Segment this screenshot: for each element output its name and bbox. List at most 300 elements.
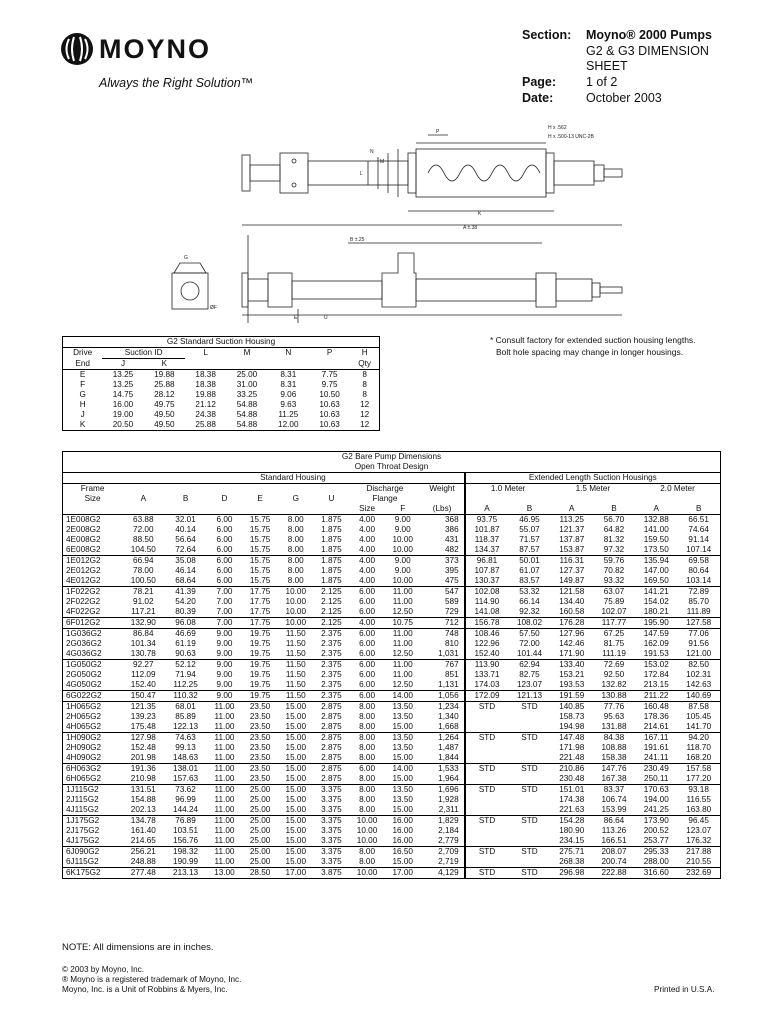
table-cell: 35.08	[164, 556, 206, 567]
table-cell: 8.00	[287, 566, 304, 575]
table-cell: 162.09	[643, 639, 669, 648]
table-cell: 211.22	[635, 691, 677, 702]
table-cell: 23.50	[249, 774, 271, 783]
table-cell: 2,719	[438, 857, 459, 866]
table-row	[63, 847, 721, 858]
table-cell: 177.20	[686, 774, 712, 783]
table-cell: 15.00	[392, 753, 413, 762]
table-cell: 83.57	[519, 576, 540, 585]
table-cell: 6.00	[359, 680, 376, 689]
table-cell: 169.50	[643, 576, 669, 585]
table-cell: 1,964	[438, 774, 459, 783]
table-cell: 141.00	[643, 525, 669, 534]
table-cell: 167.38	[601, 774, 627, 783]
table-cell: 46.14	[175, 566, 196, 575]
table-cell: 25.00	[242, 847, 278, 858]
table-cell: 96.99	[175, 795, 196, 804]
table-cell: 18.38	[195, 380, 216, 389]
table-cell: 8.00	[278, 556, 314, 567]
table-cell: 475	[444, 576, 459, 585]
table-cell: 108.02	[508, 618, 550, 629]
copyright: © 2003 by Moyno, Inc.	[62, 965, 145, 974]
table-cell: 19.75	[249, 639, 271, 648]
table-cell: H	[79, 400, 86, 409]
table-cell: 168.20	[686, 753, 712, 762]
table-cell: 77.76	[593, 702, 635, 713]
table-cell: 248.88	[130, 857, 156, 866]
table-cell: 6J115G2	[66, 857, 99, 866]
table-row	[63, 691, 721, 702]
table-cell	[508, 743, 550, 753]
table-cell: 138.01	[164, 764, 206, 775]
table-cell: 15.00	[285, 743, 307, 752]
table-cell: 6.00	[216, 535, 233, 544]
table-cell: 94.20	[677, 733, 720, 744]
suction-table-title: G2 Standard Suction Housing	[63, 337, 380, 348]
table-cell: 96.45	[677, 816, 720, 827]
table-cell: STD	[465, 702, 509, 713]
label-p: P	[436, 129, 440, 135]
table-cell: 46.69	[164, 629, 206, 640]
table-cell: 4E008G2	[66, 535, 101, 544]
table-cell: 8.00	[287, 525, 304, 534]
table-cell: 8.00	[349, 702, 385, 713]
table-cell: 87.57	[519, 545, 540, 554]
table-cell: 127.58	[677, 618, 720, 629]
table-cell: 176.28	[551, 618, 593, 629]
table-cell: 10.75	[385, 618, 421, 629]
table-cell: 78.00	[133, 566, 154, 575]
table-cell: 11.50	[285, 639, 306, 648]
table-cell: 8.00	[349, 733, 385, 744]
table-cell: 92.27	[122, 660, 164, 671]
table-cell: 10.00	[349, 816, 385, 827]
table-cell: 11.00	[214, 753, 235, 762]
table-cell: 2,311	[438, 805, 459, 814]
table-cell: 2.125	[314, 618, 350, 629]
table-cell: 49.50	[154, 410, 175, 419]
table-cell: 72.89	[677, 587, 720, 598]
table-cell: 52.12	[164, 660, 206, 671]
table-cell: 217.88	[677, 847, 720, 858]
table-cell: 61.07	[519, 566, 540, 575]
table-cell: 170.63	[635, 785, 677, 796]
table-cell: 116.31	[551, 556, 593, 567]
table-cell: 4.00	[359, 576, 376, 585]
table-cell: 1,668	[438, 722, 459, 731]
table-row	[63, 618, 721, 629]
table-cell: 31.00	[236, 380, 258, 389]
table-cell: 15.75	[249, 545, 271, 554]
table-cell: 3.375	[314, 847, 350, 858]
table-cell: 11.00	[392, 639, 413, 648]
table-cell: 13.50	[385, 785, 421, 796]
table-cell: 8.00	[359, 753, 376, 762]
table-cell: 17.75	[242, 587, 278, 598]
table-cell: 210.98	[130, 774, 156, 783]
table-cell: 8.00	[359, 712, 376, 721]
table-cell: 190.99	[173, 857, 199, 866]
table-cell: 1.875	[321, 566, 342, 575]
table-cell: 23.50	[242, 764, 278, 775]
table-cell: 116.55	[686, 795, 711, 804]
table-cell: 83.37	[593, 785, 635, 796]
table-cell: 6J090G2	[63, 847, 123, 858]
table-cell: 96.81	[465, 556, 509, 567]
table-cell: 103.14	[686, 576, 712, 585]
table-cell: 21.12	[195, 400, 216, 409]
table-cell: 71.57	[519, 535, 540, 544]
table-row	[63, 702, 721, 713]
table-cell: 8.00	[359, 722, 376, 731]
table-cell: 4.00	[359, 525, 376, 534]
table-cell: 117.77	[593, 618, 635, 629]
table-cell: 8.00	[359, 774, 376, 783]
table-row	[63, 868, 721, 879]
table-row	[63, 535, 721, 545]
table-cell: 2.375	[321, 649, 342, 658]
table-cell: 6F012G2	[63, 618, 123, 629]
table-cell: 70.82	[603, 566, 625, 575]
table-cell: 93.32	[603, 576, 625, 585]
table-cell: 11.50	[285, 649, 306, 658]
table-cell: 230.49	[635, 764, 677, 775]
table-cell: 11.00	[214, 857, 235, 866]
table-cell: 154.02	[643, 597, 669, 606]
table-cell: 139.23	[130, 712, 156, 721]
table-cell: 17.75	[249, 597, 271, 606]
table-cell: 1G050G2	[63, 660, 123, 671]
table-cell: 1,234	[421, 702, 465, 713]
table-cell: STD	[508, 816, 550, 827]
table-cell: 122.13	[173, 722, 199, 731]
table-cell: 208.07	[593, 847, 635, 858]
table-cell: 11.00	[214, 774, 235, 783]
table-cell: 4H065G2	[66, 722, 102, 731]
table-cell: 11.00	[214, 836, 235, 845]
table-cell: 32.01	[175, 515, 196, 524]
table-cell: 8	[362, 380, 367, 389]
table-cell: 201.98	[130, 753, 156, 762]
section-value: Moyno® 2000 Pumps	[586, 28, 712, 42]
table-cell: 19.75	[242, 691, 278, 702]
table-cell: 135.94	[635, 556, 677, 567]
table-cell: 10.00	[392, 576, 413, 585]
table-row	[63, 597, 721, 607]
table-cell: 296.98	[551, 868, 593, 879]
table-cell: 241.11	[644, 753, 669, 762]
table-cell: 121.35	[122, 702, 164, 713]
table-cell: 198.32	[164, 847, 206, 858]
table-cell: 91.56	[688, 639, 709, 648]
table-cell: 9.63	[280, 400, 297, 409]
table-cell: 160.48	[635, 702, 677, 713]
table-cell: 11.00	[214, 826, 235, 835]
table-row	[63, 753, 721, 764]
table-row	[63, 587, 721, 598]
table-cell: 114.90	[465, 597, 509, 607]
table-cell: 152.48	[130, 743, 156, 752]
table-cell: 134.40	[559, 597, 585, 606]
table-cell: 49.75	[154, 400, 175, 409]
consult-note: * Consult factory for extended suction housing lengths. Bolt hole spacing may change in longer housings.	[490, 335, 696, 357]
footer	[62, 965, 241, 995]
table-cell: 15.75	[249, 535, 271, 544]
table-cell: 174.03	[465, 680, 509, 691]
table-cell: 16.00	[392, 836, 413, 845]
table-cell: 13.50	[392, 743, 413, 752]
table-cell: 25.00	[249, 836, 271, 845]
table-cell: 55.07	[519, 525, 540, 534]
table-cell: 173.50	[643, 545, 669, 554]
table-cell: STD	[508, 733, 550, 744]
table-cell: 15.75	[249, 515, 271, 524]
table-cell: 13.50	[385, 733, 421, 744]
table-cell: 150.47	[122, 691, 164, 702]
table-cell: 64.82	[603, 525, 625, 534]
table-row	[63, 680, 721, 691]
table-cell: 2.375	[321, 680, 342, 689]
table-cell: 4E012G2	[66, 576, 101, 585]
table-cell: 56.70	[603, 515, 625, 524]
table-cell: 80.39	[175, 607, 196, 616]
table-cell: 130.78	[130, 649, 156, 658]
table-cell: 6.00	[207, 556, 243, 567]
table-row	[63, 857, 721, 868]
table-cell	[465, 712, 509, 722]
brand-tagline: Always the Right Solution™	[99, 76, 254, 90]
table-cell: 3.375	[314, 816, 350, 827]
table-cell: 9.00	[216, 639, 233, 648]
table-cell: 4,129	[421, 868, 465, 879]
table-cell: 13.00	[207, 868, 243, 879]
table-cell: 130.37	[465, 576, 509, 587]
table-cell: 15.75	[242, 556, 278, 567]
table-row	[63, 774, 721, 785]
table-cell: 4.00	[359, 535, 376, 544]
table-cell: 20.50	[112, 420, 134, 429]
table-cell: 66.94	[122, 556, 164, 567]
table-cell: 4J175G2	[66, 836, 100, 845]
table-cell: 8.00	[287, 545, 304, 554]
table-cell: 101.44	[516, 649, 542, 658]
table-cell: 221.48	[559, 753, 585, 762]
table-cell: 141.08	[465, 607, 509, 618]
table-cell: 2.125	[321, 607, 342, 616]
table-cell: 8.31	[280, 370, 297, 379]
table-cell: 11.00	[207, 702, 243, 713]
table-cell: 6.00	[216, 566, 233, 575]
table-cell: 76.89	[164, 816, 206, 827]
table-cell: 482	[444, 545, 459, 554]
table-cell: 316.60	[635, 868, 677, 879]
table-cell: 152.40	[465, 649, 509, 660]
table-cell: 1,056	[421, 691, 465, 702]
table-cell: 175.48	[130, 722, 156, 731]
table-cell: 144.24	[173, 805, 199, 814]
table-cell: 123.07	[686, 826, 712, 835]
table-cell: STD	[465, 868, 509, 879]
table-cell: 712	[421, 618, 465, 629]
label-u: U	[324, 315, 328, 321]
table-cell: 68.64	[175, 576, 196, 585]
table-cell: 111.19	[602, 649, 626, 658]
table-cell: 11.50	[278, 691, 314, 702]
table-cell: 17.00	[385, 868, 421, 879]
table-cell: 15.00	[392, 805, 413, 814]
table-cell	[508, 805, 550, 816]
table-cell: 2,709	[421, 847, 465, 858]
table-cell: 15.75	[249, 525, 271, 534]
table-cell: 92.50	[603, 670, 625, 679]
table-cell	[465, 774, 509, 785]
table-cell: 2.875	[321, 722, 342, 731]
table-cell: 63.88	[133, 515, 154, 524]
table-cell: 15.00	[278, 785, 314, 796]
table-cell: 15.00	[278, 764, 314, 775]
table-cell: 4G036G2	[66, 649, 102, 658]
table-cell: 81.32	[603, 535, 625, 544]
table-row	[63, 805, 721, 816]
table-cell: 121.13	[508, 691, 550, 702]
table-cell: 163.80	[686, 805, 712, 814]
table-row	[63, 380, 380, 390]
table-cell	[465, 743, 509, 753]
table-cell: 100.50	[130, 576, 156, 585]
table-cell: 9.00	[394, 525, 411, 534]
table-cell: 1.875	[314, 556, 350, 567]
table-cell: E	[79, 370, 86, 379]
table-cell: 202.13	[130, 805, 156, 814]
table-cell: 19.88	[154, 370, 175, 379]
table-cell: 16.00	[385, 816, 421, 827]
table-cell: 113.26	[601, 826, 627, 835]
table-cell: 106.74	[601, 795, 627, 804]
table-cell: 133.40	[551, 660, 593, 671]
table-cell: 6H063G2	[63, 764, 123, 775]
table-cell: 178.36	[643, 712, 669, 721]
table-cell: 11.00	[207, 764, 243, 775]
table-cell: 1.875	[321, 525, 342, 534]
bare-table-subtitle: Open Throat Design	[354, 462, 429, 471]
table-cell: 71.94	[175, 670, 196, 679]
table-cell: 2.375	[321, 639, 342, 648]
table-cell: 2.875	[321, 753, 342, 762]
table-cell	[465, 795, 509, 805]
table-cell: 91.14	[688, 535, 709, 544]
table-cell: 19.00	[112, 410, 134, 419]
table-cell: 19.75	[249, 670, 271, 679]
label-h1: H x .562	[548, 125, 567, 131]
table-cell: 92.32	[519, 607, 540, 616]
table-cell: 8.00	[349, 847, 385, 858]
table-cell: 7.75	[321, 370, 338, 379]
table-cell: STD	[465, 733, 509, 744]
bare-table-title: G2 Bare Pump Dimensions	[341, 452, 442, 461]
table-cell	[508, 712, 550, 722]
table-cell: 122.96	[465, 639, 509, 649]
table-cell	[508, 774, 550, 785]
table-cell: 3.375	[321, 857, 342, 866]
table-cell: 14.75	[112, 390, 134, 399]
table-cell	[465, 722, 509, 733]
table-cell: 88.50	[133, 535, 154, 544]
table-cell: 11.00	[214, 795, 235, 804]
table-cell: 153.99	[601, 805, 627, 814]
table-cell: 3.375	[321, 836, 342, 845]
table-cell: 172.09	[465, 691, 509, 702]
table-cell: 11.00	[214, 743, 235, 752]
table-cell: 6.00	[359, 639, 376, 648]
label-n: N	[370, 149, 374, 155]
table-cell: 112.25	[173, 680, 198, 689]
table-cell: 250.11	[644, 774, 669, 783]
table-cell: 61.19	[175, 639, 196, 648]
table-cell: 13.25	[112, 370, 134, 379]
table-row	[63, 525, 721, 535]
table-cell: 15.00	[278, 816, 314, 827]
bare-table-body	[63, 515, 721, 879]
table-cell: 158.38	[601, 753, 627, 762]
table-cell: 108.46	[465, 629, 509, 640]
table-cell: 295.33	[635, 847, 677, 858]
table-cell: 84.38	[593, 733, 635, 744]
table-cell: 28.50	[242, 868, 278, 879]
table-cell: 68.01	[164, 702, 206, 713]
table-cell: 158.73	[559, 712, 585, 721]
table-cell: 25.00	[249, 805, 271, 814]
table-cell: 91.02	[133, 597, 154, 606]
table-cell: 200.74	[601, 857, 627, 866]
table-cell: 85.70	[688, 597, 709, 606]
table-cell: 19.75	[249, 680, 271, 689]
table-cell: 121.00	[686, 649, 712, 658]
table-cell: 86.64	[593, 816, 635, 827]
table-cell: 117.21	[131, 607, 156, 616]
table-cell: 127.37	[559, 566, 585, 575]
table-row	[63, 660, 721, 671]
table-cell: 9.00	[385, 556, 421, 567]
table-cell: 12	[360, 400, 370, 409]
table-cell: 82.75	[519, 670, 540, 679]
table-cell: 1,928	[438, 795, 459, 804]
table-cell: 7.00	[216, 597, 233, 606]
table-cell: 4.00	[349, 556, 385, 567]
table-cell: 729	[444, 607, 459, 616]
table-cell: 90.63	[175, 649, 196, 658]
table-cell: 80.64	[688, 566, 709, 575]
table-row	[63, 576, 721, 587]
table-cell: 121.58	[551, 587, 593, 598]
table-row	[63, 607, 721, 618]
table-cell: 8	[362, 390, 367, 399]
table-cell: STD	[465, 816, 509, 827]
table-cell: 9.00	[207, 691, 243, 702]
table-cell: K	[79, 420, 86, 429]
table-cell: 121.37	[559, 525, 585, 534]
bare-pump-dimensions-table: G2 Bare Pump Dimensions Open Throat Design Standard Housing Extended Length Suction Housings Frame Discharge Weight 1.0 Meter 1.5 Meter 2.0 Meter Size A B D E G U Flange Size F (Lbs) A B A B A B 1E008G2 63.88 32.01 6.00 15.75 8.00 1.875 4.00 9.00 368 93.75 46.95 113.25 56.70 132.88 66.51 2E008G2 72.00 40.14 6.00 15.75 8.00 1.875 4.00 9.00 386 101.87 55.07 121.37 64.82 141.00 74.64 4E008G2 88.50 56.64 6.00 15.75 8.00 1.875 4.00 10.00 431 118.37 71.57 137.87 81.32 159.50 91.14 6E008G2 104.50 72.64 6.00 15.75 8.00 1.875 4.00 10.00 482 134.37 87.57 153.87 97.32 173.50 107.14 1E012G2 66.94 35.08 6.00 15.75 8.00 1.875 4.00 9.00 373 96.81 50.01 116.31 59.76 135.94 69.58 2E012G2 78.00 46.14 6.00 15.75 8.00 1.875 4.00 9.00 395 107.87 61.07 127.37 70.82 147.00 80.64 4E012G2 100.50 68.64 6.00 15.75 8.00 1.875 4.00 10.00 475 130.37 83.57 149.87 93.32 169.50 103.14 1F022G2 78.21 41.39 7.00 17.75 10.00 2.125 6.00 11.00 547 102.08 53.32 121.58 63.07 141.21 72.89 2F022G2 91.02 54.20 7.00 17.75 10.00 2.125 6.00 11.00 589 114.90 66.14 134.40 75.89 154.02 85.70 4F022G2 117.21 80.39 7.00 17.75 10.00 2.125 6.00 12.50 729 141.08 92.32 160.58 102.07 180.21 111.89 6F012G2 132.90 96.08 7.00 17.75 10.00 2.125 4.00 10.75 712 156.78 108.02 176.28 117.77 195.90 127.58 1G036G2 86.84 46.69 9.00 19.75 11.50 2.375 6.00 11.00 748 108.46 57.50 127.96 67.25 147.59 77.06 2G036G2 101.34 61.19 9.00 19.75 11.50 2.375 6.00 11.00 810 122.96 72.00 142.46 81.75 162.09 91.56 4G036G2 130.78 90.63 9.00 19.75 11.50 2.375 6.00 12.50 1,031 152.40 101.44 171.90 111.19 191.53 121.00 1G050G2 92.27 52.12 9.00 19.75 11.50 2.375 6.00 11.00 767 113.90 62.94 133.40 72.69 153.02 82.50 2G050G2 112.09 71.94 9.00 19.75 11.50 2.375 6.00 11.00 851 133.71 82.75 153.21 92.50 172.84 102.31 4G050G2 152.40 112.25 9.00 19.75 11.50 2.375 6.00 12.50 1,131 174.03 123.07 193.53 132.82 213.15 142.63 6G022G2 150.47 110.32 9.00 19.75 11.50 2.375 6.00 14.00 1,056 172.09 121.13 191.59 130.88 211.22 140.69 1H065G2 121.35 68.01 11.00 23.50 15.00 2.875 8.00 13.50 1,234 STD STD 140.85 77.76 160.48 87.58 2H065G2 139.23 85.89 11.00 23.50 15.00 2.875 8.00 13.50 1,340 158.73 95.63 178.36 105.45 4H065G2 175.48 122.13 11.00 23.50 15.00 2.875 8.00 15.00 1,668 194.98 131.88 214.61 141.70 1H090G2 127.98 74.63 11.00 23.50 15.00 2.875 8.00 13.50 1,264 STD STD 147.48 84.38 167.11 94.20 2H090G2 152.48 99.13 11.00 23.50 15.00 2.875 8.00 13.50 1,487 171.98 108.88 191.61 118.70 4H090G2 201.98 148.63 11.00 23.50 15.00 2.875 8.00 15.00 1,844 221.48 158.38 241.11 168.20 6H063G2 191.36 138.01 11.00 23.50 15.00 2.875 6.00 14.00 1,533 STD STD 210.86 147.76 230.49 157.58 6H065G2 210.98 157.63 11.00 23.50 15.00 2.875 8.00 15.00 1,964 230.48 167.38 250.11 177.20 1J115G2 131.51 73.62 11.00 25.00 15.00 3.375 8.00 13.50 1,696 STD STD 151.01 83.37 170.63 93.18 2J115G2 154.88 96.99 11.00 25.00 15.00 3.375 8.00 13.50 1,928 174.38 106.74 194.00 116.55 4J115G2 202.13 144.24 11.00 25.00 15.00 3.375 8.00 15.00 2,311 221.63 153.99 241.25 163.80 1J175G2 134.78 76.89 11.00 25.00 15.00 3.375 10.00 16.00 1,829 STD STD 154.28 86.64 173.90 96.45 2J175G2 161.40 103.51 11.00 25.00 15.00 3.375 10.00 16.00 2,184 180.90 113.26 200.52 123.07 4J175G2 214.65 156.76 11.00 25.00 15.00 3.375 10.00 16.00 2,779 234.15 166.51 253.77 176.32 6J090G2 256.21 198.32 11.00 25.00 15.00 3.375 8.00 16.50 2,709 STD STD 275.71 208.07 295.33 217.88 6J115G2 248.88 190.99 11.00 25.00 15.00 3.375 8.00 15.00 2,719 268.38 200.74 288.00 210.55 6K175G2 277.48 213.13 13.00 28.50 17.00 3.875 10.00 17.00 4,129 STD STD 296.98 222.88 316.60 232.69	[62, 451, 721, 879]
table-cell: 7.00	[207, 587, 243, 598]
table-cell: 33.25	[236, 390, 258, 399]
table-cell: 131.88	[601, 722, 627, 731]
table-cell: 54.88	[236, 400, 258, 409]
table-cell: 15.75	[249, 576, 271, 585]
table-cell: 191.61	[643, 743, 669, 752]
table-cell: 8.00	[287, 535, 304, 544]
table-row	[63, 670, 721, 680]
table-cell: 112.09	[131, 670, 156, 679]
table-cell: 210.86	[551, 764, 593, 775]
